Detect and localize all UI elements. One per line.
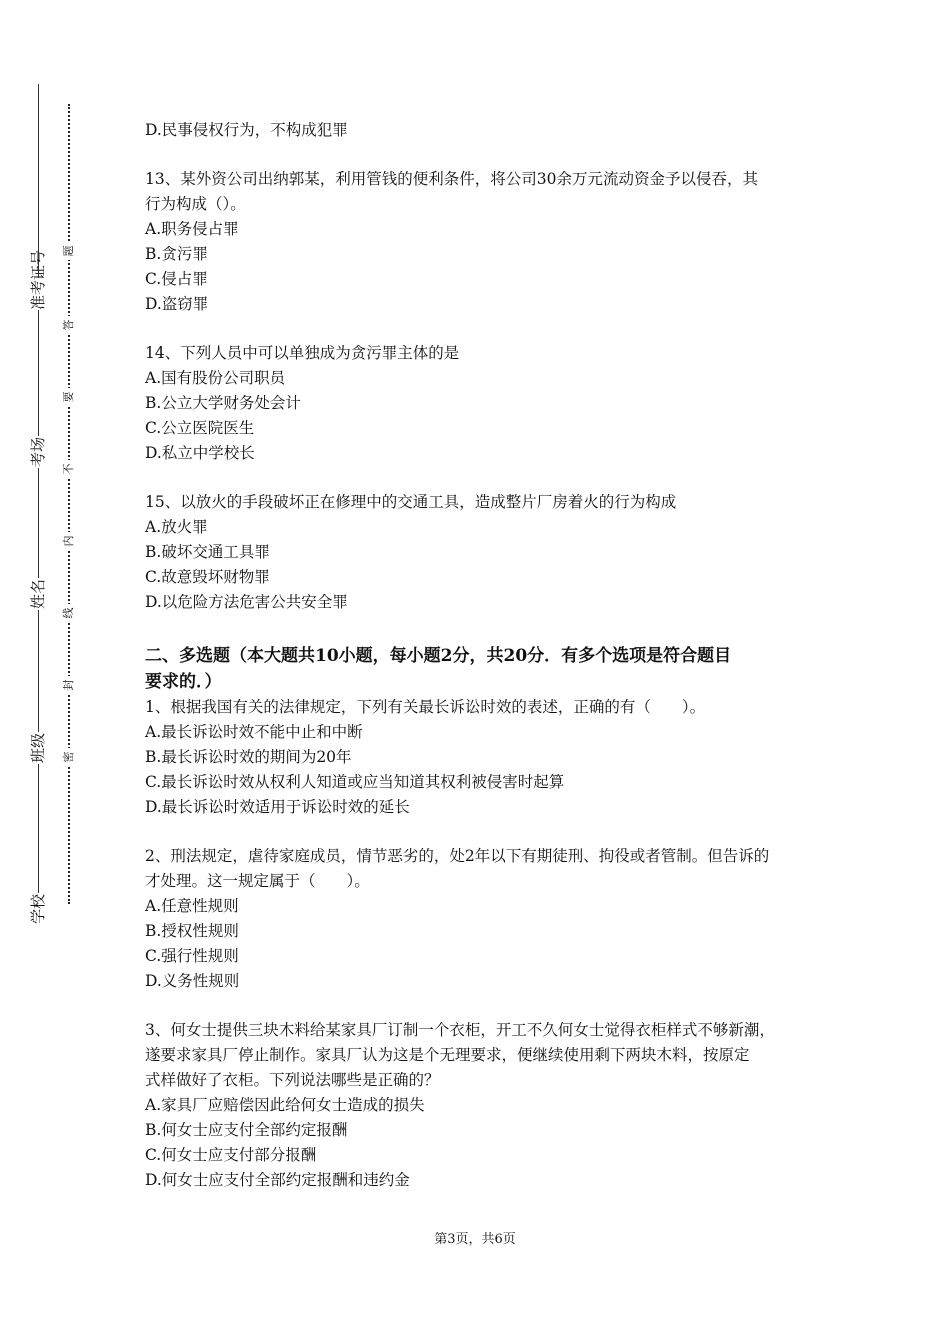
question-option: C.公立医院医生 — [145, 419, 255, 437]
question-option: D.盗窃罪 — [145, 295, 209, 313]
question-option: D.以危险方法危害公共安全罪 — [145, 593, 348, 611]
question-stem: 遂要求家具厂停止制作。家具厂认为这是个无理要求，便继续使用剩下两块木料，按原定 — [145, 1046, 750, 1064]
field-class: 班级 — [22, 732, 54, 764]
field-exam-number: 准考证号 — [22, 278, 54, 310]
binding-solid-line — [38, 84, 39, 924]
question-stem: 14、下列人员中可以单独成为贪污罪主体的是 — [145, 344, 460, 362]
question-option: C.强行性规则 — [145, 947, 239, 965]
question-stem: 13、某外资公司出纳郭某，利用管钱的便利条件，将公司30余万元流动资金予以侵吞，其 — [145, 170, 758, 188]
seal-char: 不 — [62, 460, 76, 478]
question-block — [145, 118, 825, 143]
question-option: D.民事侵权行为，不构成犯罪 — [145, 121, 348, 139]
seal-char: 要 — [62, 388, 76, 406]
question-option: A.放火罪 — [145, 518, 208, 536]
question-m1 — [145, 695, 825, 820]
question-option: A.家具厂应赔偿因此给何女士造成的损失 — [145, 1096, 425, 1114]
field-name: 姓名 — [22, 578, 54, 610]
seal-char: 内 — [62, 532, 76, 550]
binding-dotted-line — [68, 104, 70, 904]
section-title-line: 二、多选题（本大题共10小题，每小题2分，共20分．有多个选项是符合题目 — [145, 646, 732, 666]
question-option: B.何女士应支付全部约定报酬 — [145, 1121, 348, 1139]
seal-char: 题 — [62, 242, 76, 260]
question-m3 — [145, 1018, 825, 1193]
question-m2 — [145, 844, 825, 994]
question-option: D.何女士应支付全部约定报酬和违约金 — [145, 1171, 410, 1189]
page-footer: 第3页，共6页 — [434, 1232, 516, 1247]
seal-char: 密 — [62, 748, 76, 766]
question-option: B.最长诉讼时效的期间为20年 — [145, 748, 352, 766]
question-option: C.最长诉讼时效从权利人知道或应当知道其权利被侵害时起算 — [145, 773, 565, 791]
question-13 — [145, 167, 825, 317]
question-stem: 才处理。这一规定属于（ ）。 — [145, 872, 370, 890]
question-15 — [145, 490, 825, 615]
seal-char: 封 — [62, 676, 76, 694]
exam-content — [145, 118, 825, 1193]
question-stem: 1、根据我国有关的法律规定，下列有关最长诉讼时效的表述，正确的有（ ）。 — [145, 698, 706, 716]
seal-char: 线 — [62, 604, 76, 622]
question-option: A.国有股份公司职员 — [145, 369, 286, 387]
question-option: A.最长诉讼时效不能中止和中断 — [145, 723, 363, 741]
question-option: D.私立中学校长 — [145, 444, 255, 462]
section-title-multiple-choice — [145, 643, 825, 695]
question-option: C.故意毁坏财物罪 — [145, 568, 270, 586]
field-exam-room: 考场 — [22, 436, 54, 468]
question-stem: 3、何女士提供三块木料给某家具厂订制一个衣柜，开工不久何女士觉得衣柜样式不够新潮， — [145, 1021, 775, 1039]
question-stem: 2、刑法规定，虐待家庭成员，情节恶劣的，处2年以下有期徒刑、拘役或者管制。但告诉的 — [145, 847, 770, 865]
binding-margin — [0, 0, 110, 1344]
question-option: D.最长诉讼时效适用于诉讼时效的延长 — [145, 798, 410, 816]
question-stem: 15、以放火的手段破坏正在修理中的交通工具，造成整片厂房着火的行为构成 — [145, 493, 677, 511]
question-option: A.任意性规则 — [145, 897, 239, 915]
question-stem: 式样做好了衣柜。下列说法哪些是正确的？ — [145, 1071, 440, 1089]
question-option: B.公立大学财务处会计 — [145, 394, 301, 412]
question-option: B.破坏交通工具罪 — [145, 543, 270, 561]
question-option: C.何女士应支付部分报酬 — [145, 1146, 317, 1164]
question-option: D.义务性规则 — [145, 972, 240, 990]
question-14 — [145, 341, 825, 466]
question-option: A.职务侵占罪 — [145, 220, 239, 238]
question-option: C.侵占罪 — [145, 270, 208, 288]
question-stem: 行为构成（）。 — [145, 195, 246, 213]
section-title-line: 要求的．） — [145, 672, 222, 692]
question-option: B.授权性规则 — [145, 922, 239, 940]
field-school: 学校 — [22, 893, 54, 925]
question-option: B.贪污罪 — [145, 245, 208, 263]
seal-char: 答 — [62, 316, 76, 334]
